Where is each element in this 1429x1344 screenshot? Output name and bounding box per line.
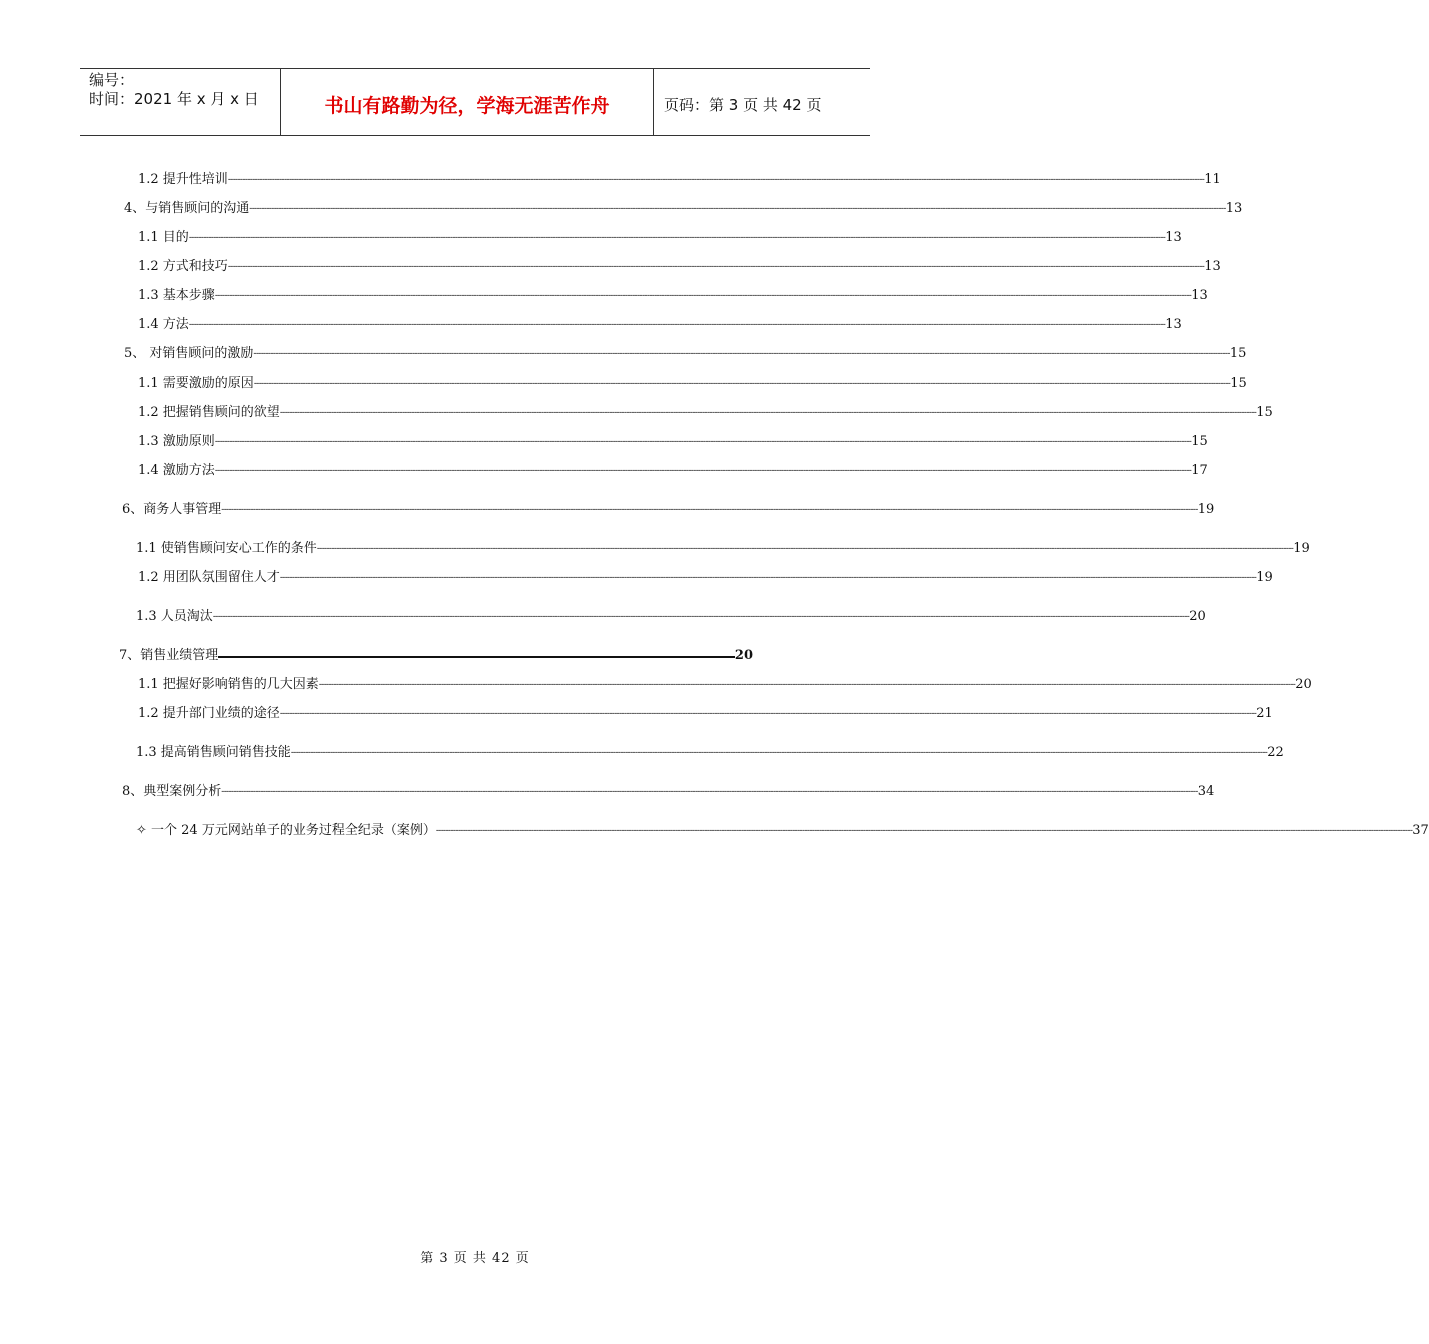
page-header	[80, 68, 870, 136]
toc-entry[interactable]	[138, 570, 1273, 586]
toc-entry[interactable]	[138, 405, 1273, 421]
toc-entry[interactable]	[136, 541, 1310, 557]
toc-leader: ----------------------------------------------------------------------------------------------------------------------------------------------------------------------------------------------------------------------------------------------------------------------------------------------------------------------------------------------------------------------------------------------------------------	[227, 262, 1205, 272]
header-meta	[80, 69, 281, 135]
toc-entry[interactable]	[138, 172, 1221, 188]
toc-leader: ----------------------------------------------------------------------------------------------------------------------------------------------------------------------------------------------------------------------------------------------------------------------------------------------------------------------------------------------------------------------------------------------------------------	[316, 544, 1294, 554]
toc-entry-page: 13	[1165, 317, 1182, 332]
toc-entry[interactable]	[119, 648, 753, 664]
toc-entry-page: 15	[1191, 434, 1208, 449]
toc-leader: ----------------------------------------------------------------------------------------------------------------------------------------------------------------------------------------------------------------------------------------------------------------------------------------------------------------------------------------------------------------------------------------------------------------	[221, 787, 1198, 797]
toc-entry-label: 7、销售业绩管理	[119, 648, 219, 663]
toc-entry-page: 13	[1165, 230, 1182, 245]
toc-entry-label: 8、典型案例分析	[122, 784, 222, 799]
header-motto: 书山有路勤为径，学海无涯苦作舟	[281, 69, 654, 135]
toc-entry[interactable]	[122, 784, 1215, 800]
toc-entry-page: 20	[1295, 677, 1312, 692]
toc-leader: ----------------------------------------------------------------------------------------------------------------------------------------------------------------------------------------------------------------------------------------------------------------------------------------------------------------------------------------------------------------------------------------------------------------	[214, 291, 1192, 301]
toc-entry[interactable]	[136, 609, 1206, 625]
toc-entry-label: 1.3 提高销售顾问销售技能	[136, 745, 291, 760]
toc-entry[interactable]	[138, 230, 1182, 246]
toc-leader: ----------------------------------------------------------------------------------------------------------------------------------------------------------------------------------------------------------------------------------------------------------------------------------------------------------------------------------------------------------------------------------------------------------------	[290, 748, 1268, 758]
toc-leader: ----------------------------------------------------------------------------------------------------------------------------------------------------------------------------------------------------------------------------------------------------------------------------------------------------------------------------------------------------------------------------------------------------------------	[279, 709, 1257, 719]
toc-entry-label: 1.4 方法	[138, 317, 189, 332]
toc-entry-page: 20	[1189, 609, 1206, 624]
toc-leader: ----------------------------------------------------------------------------------------------------------------------------------------------------------------------------------------------------------------------------------------------------------------------------------------------------------------------------------------------------------------------------------------------------------------	[227, 175, 1205, 185]
toc-leader: ----------------------------------------------------------------------------------------------------------------------------------------------------------------------------------------------------------------------------------------------------------------------------------------------------------------------------------------------------------------------------------------------------------------	[188, 233, 1166, 243]
toc-entry-page: 34	[1197, 784, 1215, 799]
toc-leader	[218, 656, 735, 658]
toc-leader: ----------------------------------------------------------------------------------------------------------------------------------------------------------------------------------------------------------------------------------------------------------------------------------------------------------------------------------------------------------------------------------------------------------------	[221, 505, 1198, 515]
toc-entry-page: 37	[1412, 823, 1429, 838]
header-page-info: 页码：第 3 页 共 42 页	[664, 95, 822, 114]
toc-leader: ----------------------------------------------------------------------------------------------------------------------------------------------------------------------------------------------------------------------------------------------------------------------------------------------------------------------------------------------------------------------------------------------------------------	[188, 320, 1166, 330]
toc-leader: ----------------------------------------------------------------------------------------------------------------------------------------------------------------------------------------------------------------------------------------------------------------------------------------------------------------------------------------------------------------------------------------------------------------	[435, 826, 1413, 836]
toc-entry-page: 20	[734, 648, 753, 663]
toc-entry[interactable]	[138, 259, 1221, 275]
time-label: 时间：2021 年 x 月 x 日	[89, 90, 259, 108]
toc-entry-page: 15	[1256, 405, 1273, 420]
toc-entry-label: 1.1 需要激励的原因	[138, 376, 254, 391]
toc-entry[interactable]	[136, 745, 1284, 761]
toc-entry-label: 1.3 基本步骤	[138, 288, 215, 303]
toc-entry-label: 1.3 激励原则	[138, 434, 215, 449]
toc-leader: ----------------------------------------------------------------------------------------------------------------------------------------------------------------------------------------------------------------------------------------------------------------------------------------------------------------------------------------------------------------------------------------------------------------	[279, 408, 1257, 418]
toc-entry[interactable]	[138, 463, 1208, 479]
toc-entry-label: 1.1 把握好影响销售的几大因素	[138, 677, 319, 692]
toc-leader: ----------------------------------------------------------------------------------------------------------------------------------------------------------------------------------------------------------------------------------------------------------------------------------------------------------------------------------------------------------------------------------------------------------------	[214, 466, 1192, 476]
toc-entry-page: 13	[1225, 201, 1243, 216]
toc-entry[interactable]	[136, 823, 1429, 839]
toc-entry-page: 21	[1256, 706, 1273, 721]
toc-entry-label: 6、商务人事管理	[122, 502, 222, 517]
toc-entry-label: 1.4 激励方法	[138, 463, 215, 478]
toc-entry[interactable]	[138, 434, 1208, 450]
toc-entry-page: 15	[1229, 346, 1247, 361]
toc-entry-label: 1.2 把握销售顾问的欲望	[138, 405, 280, 420]
toc-entry[interactable]	[138, 706, 1273, 722]
toc-leader: ----------------------------------------------------------------------------------------------------------------------------------------------------------------------------------------------------------------------------------------------------------------------------------------------------------------------------------------------------------------------------------------------------------------	[249, 204, 1226, 214]
toc-entry-page: 19	[1256, 570, 1273, 585]
toc-entry-label: 1.2 用团队氛围留住人才	[138, 570, 280, 585]
toc-entry-label: 4、与销售顾问的沟通	[124, 201, 250, 216]
toc-entry[interactable]	[138, 376, 1247, 392]
toc-entry[interactable]	[138, 677, 1312, 693]
toc-entry-label: 1.2 方式和技巧	[138, 259, 228, 274]
toc-leader: ----------------------------------------------------------------------------------------------------------------------------------------------------------------------------------------------------------------------------------------------------------------------------------------------------------------------------------------------------------------------------------------------------------------	[212, 612, 1190, 622]
toc-entry[interactable]	[122, 502, 1215, 518]
toc-entry-label: 1.3 人员淘汰	[136, 609, 213, 624]
page-footer: 第 3 页 共 42 页	[420, 1251, 530, 1266]
toc-entry-label: 1.1 使销售顾问安心工作的条件	[136, 541, 317, 556]
toc-leader: ----------------------------------------------------------------------------------------------------------------------------------------------------------------------------------------------------------------------------------------------------------------------------------------------------------------------------------------------------------------------------------------------------------------	[279, 573, 1257, 583]
toc-entry[interactable]	[138, 288, 1208, 304]
toc-leader: ----------------------------------------------------------------------------------------------------------------------------------------------------------------------------------------------------------------------------------------------------------------------------------------------------------------------------------------------------------------------------------------------------------------	[318, 680, 1296, 690]
toc-leader: ----------------------------------------------------------------------------------------------------------------------------------------------------------------------------------------------------------------------------------------------------------------------------------------------------------------------------------------------------------------------------------------------------------------	[253, 349, 1230, 359]
toc-entry-label: 1.1 目的	[138, 230, 189, 245]
toc-entry-label: ✧ 一个 24 万元网站单子的业务过程全纪录（案例）	[136, 823, 436, 838]
toc-leader: ----------------------------------------------------------------------------------------------------------------------------------------------------------------------------------------------------------------------------------------------------------------------------------------------------------------------------------------------------------------------------------------------------------------	[253, 379, 1231, 389]
toc-entry-label: 1.2 提升部门业绩的途径	[138, 706, 280, 721]
toc-entry-label: 1.2 提升性培训	[138, 172, 228, 187]
toc-entry-page: 11	[1204, 172, 1221, 187]
toc-entry-page: 17	[1191, 463, 1208, 478]
toc-entry-page: 13	[1204, 259, 1221, 274]
toc-entry[interactable]	[124, 201, 1243, 217]
toc-entry[interactable]	[138, 317, 1182, 333]
toc-entry-page: 15	[1230, 376, 1247, 391]
toc-entry-page: 19	[1293, 541, 1310, 556]
toc-entry-page: 22	[1267, 745, 1284, 760]
toc-entry[interactable]	[124, 346, 1247, 362]
toc-entry-page: 19	[1197, 502, 1215, 517]
number-label: 编号：	[89, 71, 135, 89]
toc-entry-page: 13	[1191, 288, 1208, 303]
toc-leader: ----------------------------------------------------------------------------------------------------------------------------------------------------------------------------------------------------------------------------------------------------------------------------------------------------------------------------------------------------------------------------------------------------------------	[214, 437, 1192, 447]
toc-entry-label: 5、 对销售顾问的激励	[124, 346, 254, 361]
